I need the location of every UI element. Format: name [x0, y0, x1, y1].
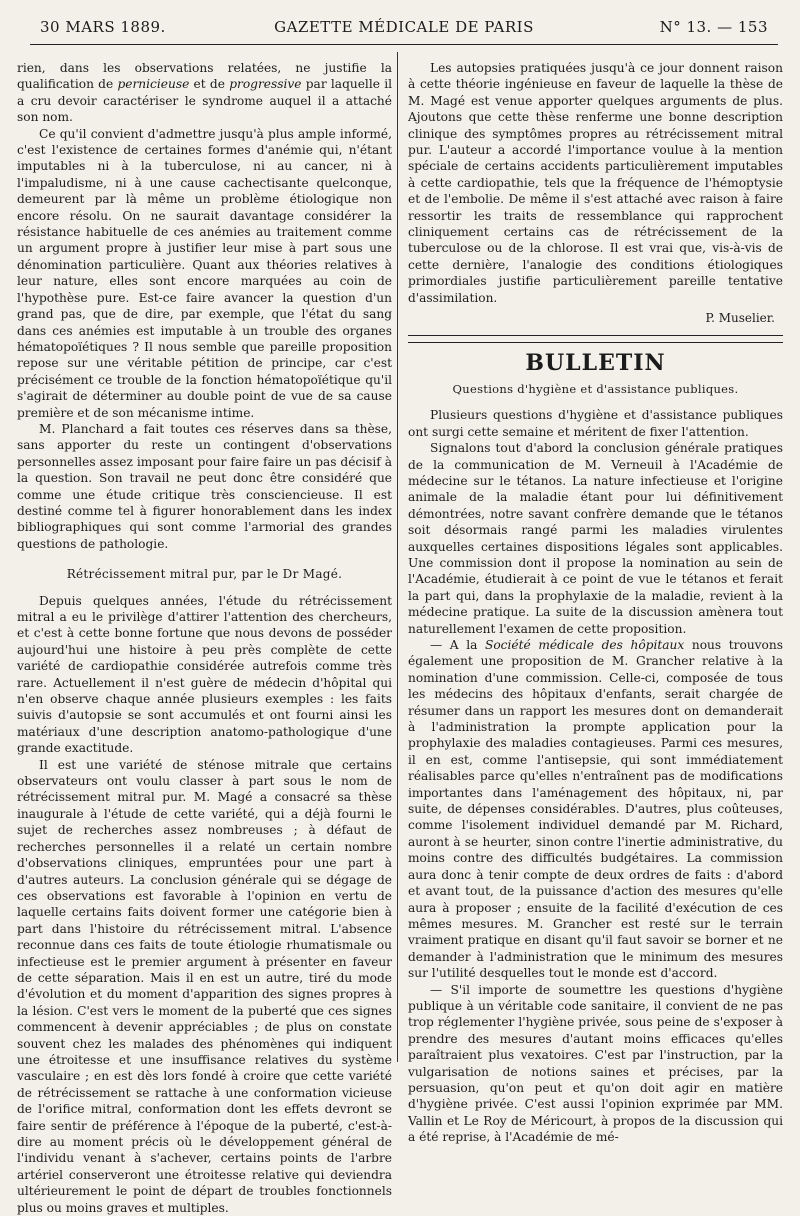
- section-rule: [408, 335, 783, 343]
- header-rule: [30, 44, 778, 45]
- paragraph: — S'il importe de soumettre les questions d'hygiène publique à un véritable code sanitaire, il convient de ne pas trop réglementer l'hygiène privée, sous peine de s'exposer à prendre des mesures d'autant moins efficaces qu'elles paraîtraient plus vexatoires. C'est par l'instruction, par la vulgarisation de notions saines et précises, par la persuasion, qu'on peut et qu'on doit agir en matière d'hygiène privée. C'est aussi l'opinion exprimée par MM. Vallin et Le Roy de Méricourt, à propos de la discussion qui a été reprise, à l'Académie de mé-: [408, 982, 783, 1145]
- journal-title: GAZETTE MÉDICALE DE PARIS: [274, 18, 534, 36]
- paragraph: M. Planchard a fait toutes ces réserves dans sa thèse, sans apporter du reste un contingent d'observations personnelles assez imposant pour faire faire un pas décisif à la question. Son travail ne peut donc être considéré que comme une étude critique très consciencieuse. Il est destiné comme tel à figurer honorablement dans les index bibliographiques qui sont comme l'armorial des grandes questions de pathologie.: [17, 421, 392, 551]
- paragraph: Depuis quelques années, l'étude du rétrécissement mitral a eu le privilège d'attirer l'attention des chercheurs, et c'est à cette bonne fortune que nous devons de posséder aujourd'hui une histoire à peu près complète de cette variété de cardiopathie considérée autrefois comme très rare. Actuellement il n'est guère de médecin d'hôpital qui n'en observe chaque année plusieurs exemples : les faits suivis d'autopsie se sont accumulés et ont fourni ainsi les matériaux d'une description anatomo-pathologique d'une grande exactitude.: [17, 593, 392, 756]
- left-column: [17, 60, 392, 1216]
- issue-page-number: N° 13. — 153: [659, 18, 768, 36]
- column-divider: [397, 52, 398, 1062]
- page-header: [40, 14, 768, 42]
- bulletin-subheading: Questions d'hygiène et d'assistance publiques.: [452, 381, 739, 396]
- paragraph: Plusieurs questions d'hygiène et d'assistance publiques ont surgi cette semaine et méritent de fixer l'attention.: [408, 408, 783, 439]
- right-column: [408, 60, 783, 1146]
- paragraph: rien, dans les observations relatées, ne justifie la qualification de pernicieuse et de progressive par laquelle il a cru devoir caractériser le syndrome auquel il a attaché son nom.: [17, 61, 392, 125]
- paragraph: — A la Société médicale des hôpitaux nous trouvons également une proposition de M. Grancher relative à la nomination d'une commission. Celle-ci, composée de tous les médecins des hôpitaux d'enfants, serait chargée de résumer dans un rapport les mesures dont on demanderait à l'administration la prompte application pour la prophylaxie des maladies contagieuses. Parmi ces mesures, il en est, comme l'antisepsie, qui sont immédiatement réalisables parce qu'elles n'entraînent pas de modifications importantes dans l'aménagement des hôpitaux, ni, par suite, de dépenses considérables. D'autres, plus coûteuses, comme l'isolement individuel demandé par M. Richard, auront à se heurter, sinon contre l'inertie administrative, du moins contre des difficultés budgétaires. La commission aura donc à tenir compte de deux ordres de faits : d'abord et avant tout, de la puissance d'action des mesures qu'elle aura à proposer ; ensuite de la facilité d'exécution de ces mêmes mesures. M. Grancher est resté sur le terrain vraiment pratique en disant qu'il faut savoir se borner et ne demander à l'administration que le minimum des mesures sur l'utilité desquelles tout le monde est d'accord.: [408, 638, 783, 981]
- paragraph: Signalons tout d'abord la conclusion générale pratiques de la communication de M. Verneuil à l'Académie de médecine sur le tétanos. La nature infectieuse et l'origine animale de la maladie étant pour lui définitivement démontrées, notre savant confrère demande que le tétanos soit désormais rangé parmi les maladies virulentes auxquelles certaines dispositions légales sont applicables. Une commission dont il propose la nomination au sein de l'Académie, étudierait à ce point de vue le tétanos et ferait la part qui, dans la prophylaxie de la maladie, revient à la médecine pratique. La suite de la discussion amènera tout naturellement l'examen de cette proposition.: [408, 441, 783, 636]
- bulletin-heading: BULLETIN: [525, 349, 666, 376]
- paragraph: Ce qu'il convient d'admettre jusqu'à plus ample informé, c'est l'existence de certaines formes d'anémie qui, n'étant imputables ni à la tuberculose, ni au cancer, ni à l'impaludisme, ni à une cause cachectisante quelconque, demeurent par là même un problème étiologique non encore résolu. On ne saurait davantage considérer la résistance habituelle de ces anémies au traitement comme un argument propre à justifier leur mise à part sous une dénomination particulière. Quant aux théories relatives à leur nature, elles sont encore marquées au coin de l'hypothèse pure. Est-ce faire avancer la question d'un grand pas, que de dire, par exemple, que l'état du sang dans ces anémies est imputable à un trouble des organes hématopoïétiques ? Il nous semble que pareille proposition repose sur une véritable pétition de principe, car c'est précisément ce trouble de la fonction hématopoïétique qu'il s'agirait de déterminer au double point de vue de sa cause première et de son mécanisme intime.: [17, 126, 392, 420]
- issue-date: 30 MARS 1889.: [40, 18, 166, 36]
- paragraph: Les autopsies pratiquées jusqu'à ce jour donnent raison à cette théorie ingénieuse en faveur de laquelle la thèse de M. Magé est venue apporter quelques arguments de plus. Ajoutons que cette thèse renferme une bonne description clinique des symptômes propres au rétrécissement mitral pur. L'auteur a accordé l'importance voulue à la mention spéciale de certains accidents particulièrement imputables à cette cardiopathie, tels que la fréquence de l'hémoptysie et de l'embolie. De même il s'est attaché avec raison à faire ressortir les traits de ressemblance qui rapprochent cliniquement certains cas de rétrécissement de la tuberculose ou de la chlorose. Il est vrai que, vis-à-vis de cette dernière, l'analogie des conditions étiologiques primordiales justifie particulièrement pareille tentative d'assimilation.: [408, 61, 783, 305]
- paragraph: Il est une variété de sténose mitrale que certains observateurs ont voulu classer à part sous le nom de rétrécissement mitral pur. M. Magé a consacré sa thèse inaugurale à l'étude de cette variété, qui a déjà fourni le sujet de recherches assez nombreuses ; à défaut de recherches personnelles il a relaté un certain nombre d'observations cliniques, empruntées pour une part à d'autres auteurs. La conclusion générale qui se dégage de ces observations est favorable à l'opinion en vertu de laquelle certains faits doivent former une catégorie bien à part dans l'histoire du rétrécissement mitral. L'absence reconnue dans ces faits de toute étiologie rhumatismale ou infectieuse est le premier argument à présenter en faveur de cette séparation. Mais il en est un autre, tiré du mode d'évolution et du moment d'apparition des signes propres à la lésion. C'est vers le moment de la puberté que ces signes commencent à devenir appréciables ; de plus on constate souvent chez les malades des phénomènes qui indiquent une étroitesse et une insuffisance relatives du système vasculaire ; en est dès lors fondé à croire que cette variété de rétrécissement se rattache à une conformation vicieuse de l'orifice mitral, conformation dont les effets devront se faire sentir de préférence à l'époque de la puberté, c'est-à-dire au moment précis où le développement général de l'individu venant à s'achever, certains points de l'arbre artériel conserveront une étroitesse relative qui deviendra ultérieurement le point de départ de troubles fonctionnels plus ou moins graves et multiples.: [17, 757, 392, 1215]
- section-title: Rétrécissement mitral pur, par le Dr Magé.: [66, 567, 343, 582]
- author-signature: P. Muselier.: [705, 311, 775, 326]
